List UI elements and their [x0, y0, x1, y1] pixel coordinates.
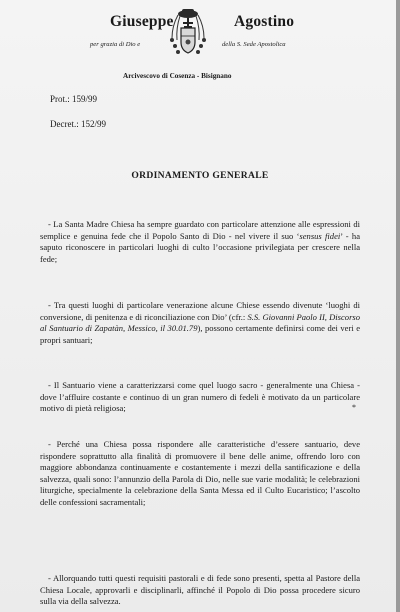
document-title: ORDINAMENTO GENERALE — [131, 170, 269, 181]
letterhead-subtitle-right: della S. Sede Apostolica — [222, 41, 286, 48]
decree-number: Decret.: 152/99 — [50, 119, 106, 129]
paragraph-3-text: - Il Santuario viene a caratterizzarsi come quel luogo sacro - generalmente una Chiesa - dove l’affluire costante e continuo di un gran numero di fedeli è motivato da un particolare motivo di pietà religiosa; — [40, 380, 360, 413]
paragraph-1 — [40, 219, 360, 265]
paragraph-5-text: - Allorquando tutti questi requisiti pastorali e di fede sono presenti, spetta al Pastore della Chiesa Locale, approvarli e disciplinarli, affinché il Popolo di Dio possa procedere sicuro sulla via della salvezza. — [40, 573, 360, 606]
paragraph-1-text-a: - La Santa Madre Chiesa ha sempre guardato con particolare attenzione alle espressioni di semplice e genuina fede che il Popolo Santo di Dio - nel vivere il suo ‘ — [40, 219, 360, 241]
paragraph-1-italic: sensus fidei — [299, 230, 341, 241]
letterhead-first-name: Giuseppe — [110, 13, 174, 30]
paragraph-3 — [40, 380, 360, 415]
paragraph-2-citation: S.S. Giovanni Paolo II, Discorso al Santuario di Zapatàn, Messico, il 30.01.79 — [40, 311, 360, 333]
paragraph-1-text-c: ’ - ha saputo riconoscere in particolari luoghi di culto l’occasione privilegiata per crescere nella fede; — [40, 230, 360, 264]
protocol-number: Prot.: 159/99 — [50, 94, 98, 104]
margin-mark: * — [352, 403, 356, 412]
paragraph-4 — [40, 439, 360, 508]
paragraph-2-text-a: - Tra questi luoghi di particolare venerazione alcune Chiese essendo divenute ‘luoghi di conversione, di penitenza e di riconciliazione con Dio’ (cfr.: — [40, 300, 360, 322]
archdiocese-line: Arcivescovo di Cosenza - Bisignano — [123, 72, 232, 80]
paragraph-5 — [40, 573, 360, 608]
paragraph-4-text: - Perché una Chiesa possa rispondere alle caratteristiche d’essere santuario, deve rispondere soprattutto alla finalità di promuovere il bene delle anime, offrendo loro con maggiore abbondanza continuamente e costantemente i mezzi della santificazione e della salvezza, quali sono: l’annunzio della Parola di Dio, nelle sue varie modalità; le celebrazioni liturgiche, specialmente la celebrazione della Santa Messa ed il Culto Eucaristico; l’ascolto delle confessioni sacramentali; — [40, 439, 360, 507]
paragraph-2-text-c: ), possono certamente definirsi come dei veri e propri santuari; — [40, 323, 360, 345]
episcopal-crest-icon — [166, 6, 210, 64]
paragraph-2 — [40, 300, 360, 346]
letterhead-subtitle-left: per grazia di Dio e — [90, 41, 141, 48]
letterhead-last-name: Agostino — [234, 13, 295, 30]
